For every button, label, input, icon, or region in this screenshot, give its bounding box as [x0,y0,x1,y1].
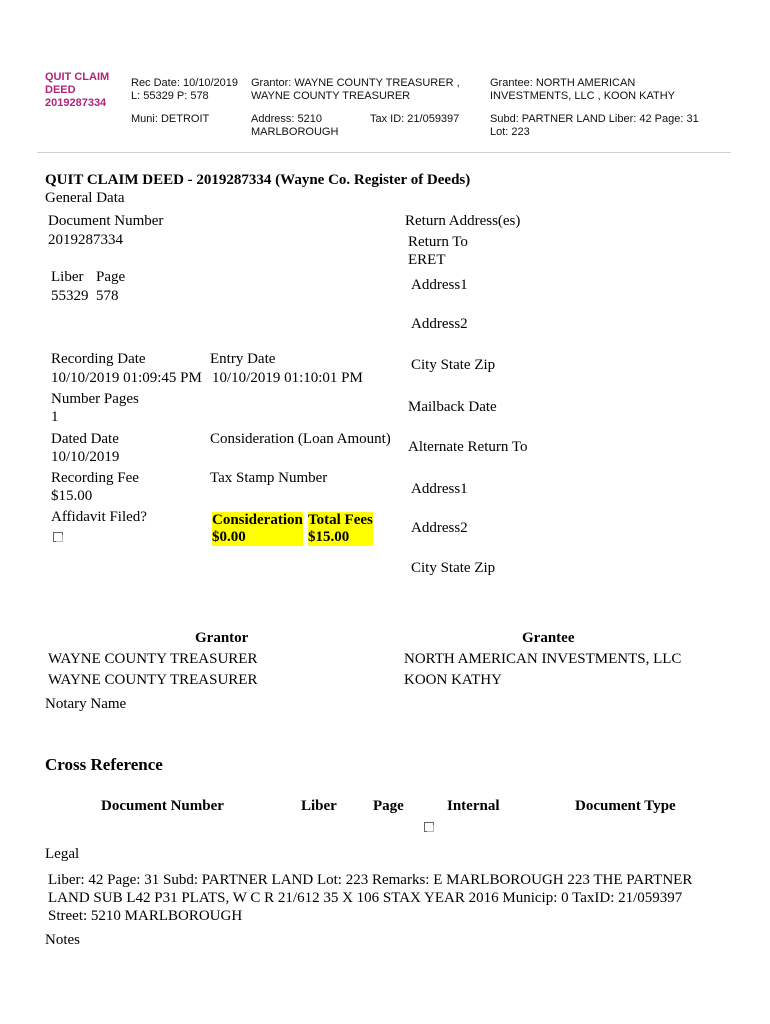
header-divider [37,152,731,153]
cross-reference-heading: Cross Reference [45,755,163,774]
legal-line: LAND SUB L42 P31 PLATS, W C R 21/612 35 X 106 STAX YEAR 2016 Municip: 0 TaxID: 21/059397 [48,890,683,906]
liber-label: Liber [51,269,84,285]
doc-type-badge [45,71,109,110]
affidavit-label: Affidavit Filed? [51,509,147,525]
page-label: Page [96,269,126,285]
address-cell [251,113,338,139]
dated-date-label: Dated Date [51,431,119,447]
xref-col-document-type: Document Type [575,798,676,814]
grantor-cell [251,77,460,103]
grantee-line2: INVESTMENTS, LLC , KOON KATHY [490,90,675,102]
rec-date-cell [131,77,238,103]
notes-label: Notes [45,932,80,948]
document-number-label: Document Number [48,213,164,229]
recording-date-label: Recording Date [51,351,146,367]
mailback-date-label: Mailback Date [408,399,497,415]
xref-internal-checkbox[interactable] [424,822,434,832]
address-line2: MARLBOROUGH [251,126,339,138]
alt-address2-label: Address2 [411,520,468,536]
consideration-loan-label: Consideration (Loan Amount) [210,431,391,447]
recording-fee-label: Recording Fee [51,470,139,486]
alt-address1-label: Address1 [411,481,468,497]
dated-date-value: 10/10/2019 [51,449,120,465]
number-pages-label: Number Pages [51,391,139,407]
alt-city-state-zip-label: City State Zip [411,560,496,576]
consideration-label: Consideration [212,512,303,528]
grantee-name: KOON KATHY [404,672,502,688]
doc-number-badge: 2019287334 [45,97,107,109]
liber-value: 55329 [51,288,89,304]
number-pages-value: 1 [51,409,59,425]
address-line1: Address: 5210 [251,113,322,125]
notary-name-label: Notary Name [45,696,127,712]
grantor-name: WAYNE COUNTY TREASURER [48,651,258,667]
tax-stamp-label: Tax Stamp Number [210,470,328,486]
page-title: QUIT CLAIM DEED - 2019287334 (Wayne Co. Register of Deeds) [45,172,471,188]
grantor-line2: WAYNE COUNTY TREASURER [251,90,411,102]
entry-date-value: 10/10/2019 01:10:01 PM [212,370,363,386]
total-fees-highlight [308,512,373,546]
muni: Muni: DETROIT [131,113,210,125]
return-address2-label: Address2 [411,316,468,332]
grantee-line1: Grantee: NORTH AMERICAN [490,77,636,89]
grantee-name: NORTH AMERICAN INVESTMENTS, LLC [404,651,682,667]
total-fees-label: Total Fees [308,512,373,528]
consideration-highlight [212,512,303,546]
doc-type-line2: DEED [45,84,76,96]
legal-line: Liber: 42 Page: 31 Subd: PARTNER LAND Lot: 223 Remarks: E MARLBOROUGH 223 THE PARTNER [48,872,693,888]
grantor-heading: Grantor [195,630,249,646]
grantee-cell [490,77,675,103]
alternate-return-label: Alternate Return To [408,439,528,455]
document-number-value: 2019287334 [48,232,123,248]
subd-cell [490,113,699,139]
xref-col-internal: Internal [447,798,500,814]
rec-date: Rec Date: 10/10/2019 [131,77,239,89]
doc-type-line1: QUIT CLAIM [45,71,110,83]
recording-fee-value: $15.00 [51,488,93,504]
return-address-heading: Return Address(es) [405,213,521,229]
page-value: 578 [96,288,119,304]
return-address1-label: Address1 [411,277,468,293]
subd-line1: Subd: PARTNER LAND Liber: 42 Page: 31 [490,113,699,125]
return-to-label: Return To [408,234,468,250]
grantor-name: WAYNE COUNTY TREASURER [48,672,258,688]
affidavit-checkbox[interactable] [53,532,63,542]
consideration-value: $0.00 [212,529,303,546]
xref-col-document-number: Document Number [101,798,224,814]
legal-label: Legal [45,846,80,862]
entry-date-label: Entry Date [210,351,276,367]
grantee-heading: Grantee [522,630,575,646]
total-fees-value: $15.00 [308,529,373,546]
subd-line2: Lot: 223 [490,126,530,138]
liber-page: L: 55329 P: 578 [131,90,209,102]
legal-line: Street: 5210 MARLBOROUGH [48,908,243,924]
general-data-label: General Data [45,190,125,206]
recording-date-value: 10/10/2019 01:09:45 PM [51,370,202,386]
xref-col-page: Page [373,798,404,814]
xref-col-liber: Liber [301,798,337,814]
return-to-value: ERET [408,252,446,268]
return-city-state-zip-label: City State Zip [411,357,496,373]
grantor-line1: Grantor: WAYNE COUNTY TREASURER , [251,77,460,89]
tax-id: Tax ID: 21/059397 [370,113,460,125]
